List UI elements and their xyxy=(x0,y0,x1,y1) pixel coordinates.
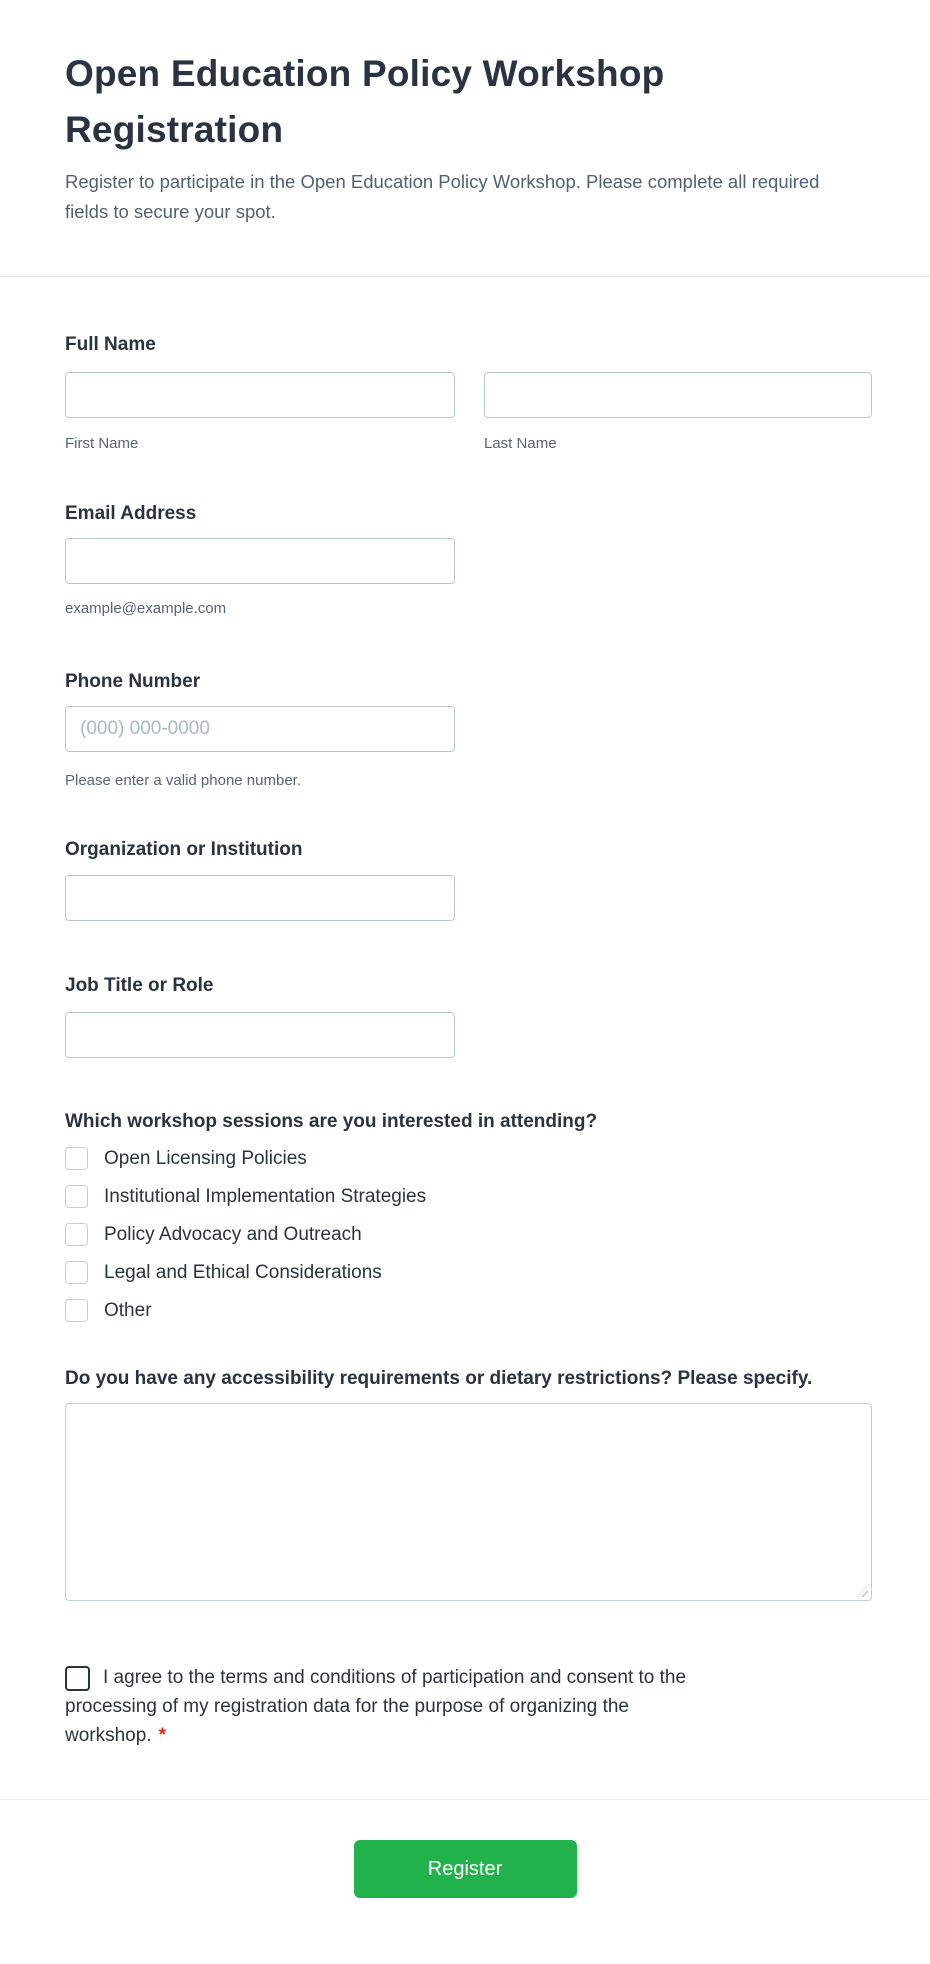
accessibility-textarea-wrap xyxy=(65,1403,872,1601)
sessions-options xyxy=(65,1147,872,1322)
checkbox-other[interactable] xyxy=(65,1299,88,1322)
option-legal-and-ethical-considerations[interactable]: Legal and Ethical Considerations xyxy=(65,1261,872,1284)
agreement-checkbox[interactable] xyxy=(65,1666,90,1691)
form-body xyxy=(0,331,930,1750)
job-title-input[interactable] xyxy=(65,1012,455,1058)
phone-input[interactable] xyxy=(65,706,455,752)
sessions-question: Which workshop sessions are you interested in attending? xyxy=(65,1111,598,1132)
footer-divider xyxy=(0,1799,930,1800)
email-input[interactable] xyxy=(65,538,455,584)
organization-input[interactable] xyxy=(65,875,455,921)
header-divider xyxy=(0,276,930,277)
full-name-inputs xyxy=(65,372,872,418)
email-label: Email Address xyxy=(65,503,197,524)
form-header xyxy=(0,0,930,227)
page-title: Open Education Policy Workshop Registration xyxy=(65,53,665,150)
organization-label: Organization or Institution xyxy=(65,839,303,860)
phone-label: Phone Number xyxy=(65,671,201,692)
last-name-sublabel: Last Name xyxy=(484,435,557,452)
job-title-label: Job Title or Role xyxy=(65,975,214,996)
page-subtitle: Register to participate in the Open Education Policy Workshop. Please complete all required fields to secure your spot. xyxy=(65,171,820,222)
option-other[interactable]: Other xyxy=(65,1299,872,1322)
accessibility-question: Do you have any accessibility requirements or dietary restrictions? Please specify. xyxy=(65,1368,813,1389)
required-asterisk: * xyxy=(158,1725,167,1746)
full-name-label: Full Name xyxy=(65,334,156,355)
agreement-text-line-1: I agree to the terms and conditions of participation and consent to the xyxy=(103,1667,687,1688)
first-name-sublabel: First Name xyxy=(65,435,139,452)
phone-helper: Please enter a valid phone number. xyxy=(65,772,301,789)
agreement-field xyxy=(65,1663,845,1750)
register-button[interactable]: Register xyxy=(354,1840,577,1898)
agreement-text-line-3: workshop. * xyxy=(65,1725,167,1746)
first-name-input[interactable] xyxy=(65,372,455,418)
option-institutional-implementation-strategies[interactable]: Institutional Implementation Strategies xyxy=(65,1185,872,1208)
checkbox-institutional-implementation-strategies[interactable] xyxy=(65,1185,88,1208)
full-name-sublabels xyxy=(65,433,872,454)
accessibility-textarea[interactable] xyxy=(65,1403,872,1601)
form-footer xyxy=(0,1840,930,1898)
checkbox-open-licensing-policies[interactable] xyxy=(65,1147,88,1170)
last-name-input[interactable] xyxy=(484,372,872,418)
agreement-text-line-2: processing of my registration data for the purpose of organizing the xyxy=(65,1696,629,1717)
option-policy-advocacy-and-outreach[interactable]: Policy Advocacy and Outreach xyxy=(65,1223,872,1246)
checkbox-policy-advocacy-and-outreach[interactable] xyxy=(65,1223,88,1246)
email-helper: example@example.com xyxy=(65,600,227,617)
checkbox-legal-and-ethical-considerations[interactable] xyxy=(65,1261,88,1284)
option-open-licensing-policies[interactable]: Open Licensing Policies xyxy=(65,1147,872,1170)
